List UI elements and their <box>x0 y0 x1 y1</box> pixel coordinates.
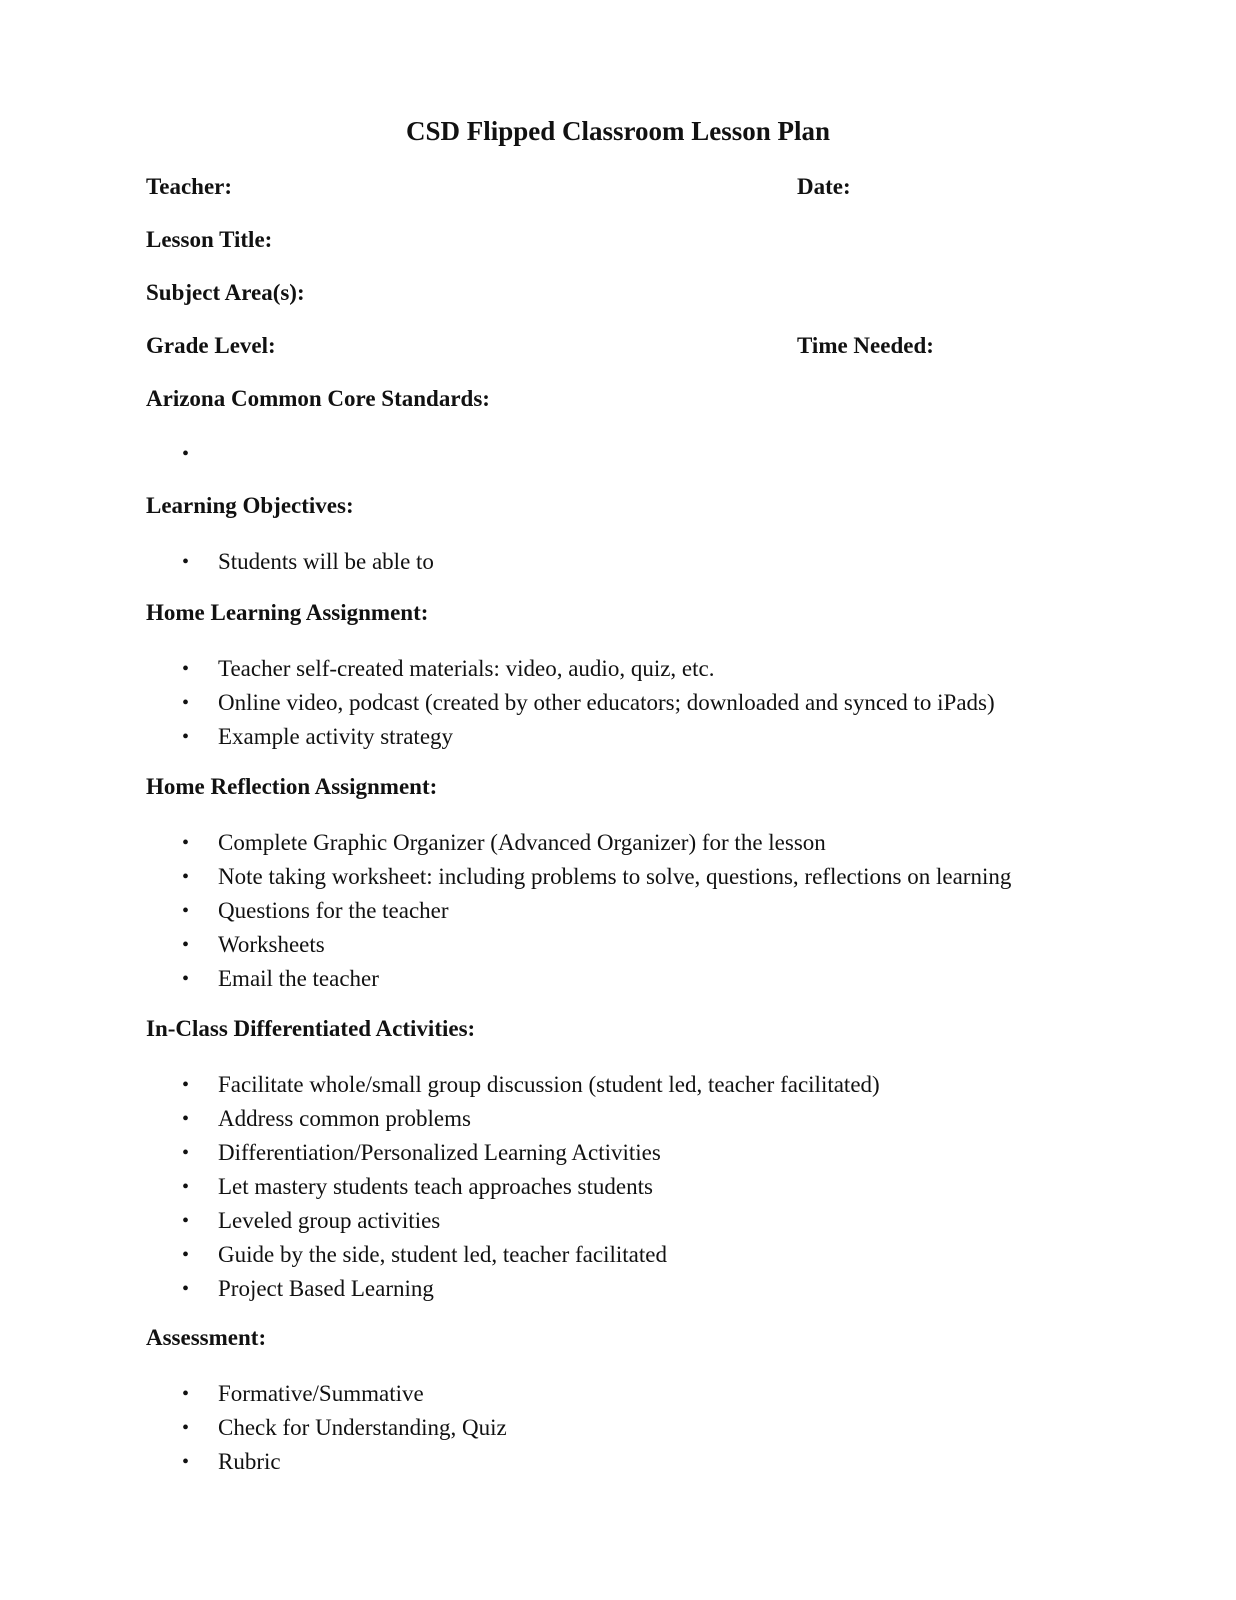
list-item-text: Formative/Summative <box>218 1381 424 1406</box>
list-item-text: Example activity strategy <box>218 724 454 749</box>
bullet-icon: • <box>182 832 190 854</box>
bullet-icon: • <box>182 1074 190 1096</box>
bullet-icon: • <box>182 900 190 922</box>
date-label: Date: <box>797 174 851 199</box>
bullet-icon: • <box>182 551 190 573</box>
bullet-icon: • <box>182 1176 190 1198</box>
list-item-text: Worksheets <box>218 932 325 957</box>
bullet-icon: • <box>182 1417 190 1439</box>
list-item-text: Guide by the side, student led, teacher facilitated <box>218 1242 667 1267</box>
list-item-text: Questions for the teacher <box>218 898 449 923</box>
list-item-text: Teacher self-created materials: video, audio, quiz, etc. <box>218 656 715 681</box>
list-item-text: Let mastery students teach approaches students <box>218 1174 653 1199</box>
teacher-label: Teacher: <box>146 174 233 199</box>
list-item-text: Email the teacher <box>218 966 379 991</box>
standards-heading: Arizona Common Core Standards: <box>146 386 490 411</box>
list-item-text: Project Based Learning <box>218 1276 434 1301</box>
time-needed-label: Time Needed: <box>797 333 934 358</box>
bullet-icon: • <box>182 726 190 748</box>
bullet-icon: • <box>182 968 190 990</box>
home-reflection-heading: Home Reflection Assignment: <box>146 774 438 799</box>
bullet-icon: • <box>182 1244 190 1266</box>
list-item-text: Students will be able to <box>218 549 434 574</box>
bullet-icon: • <box>182 1142 190 1164</box>
list-item-text: Check for Understanding, Quiz <box>218 1415 507 1440</box>
objectives-heading: Learning Objectives: <box>146 493 354 518</box>
list-item-text: Facilitate whole/small group discussion (student led, teacher facilitated) <box>218 1072 880 1097</box>
bullet-icon: • <box>182 1383 190 1405</box>
list-item-text: Note taking worksheet: including problems to solve, questions, reflections on learning <box>218 864 1012 889</box>
bullet-icon: • <box>182 1278 190 1300</box>
bullet-icon: • <box>182 692 190 714</box>
subject-areas-label: Subject Area(s): <box>146 280 305 305</box>
list-item-text: Online video, podcast (created by other educators; downloaded and synced to iPads) <box>218 690 995 715</box>
bullet-icon: • <box>182 658 190 680</box>
grade-level-label: Grade Level: <box>146 333 276 358</box>
bullet-icon: • <box>182 1108 190 1130</box>
home-learning-heading: Home Learning Assignment: <box>146 600 429 625</box>
list-item-text: Differentiation/Personalized Learning Activities <box>218 1140 661 1165</box>
bullet-icon: • <box>182 1210 190 1232</box>
bullet-icon: • <box>182 934 190 956</box>
lesson-title-label: Lesson Title: <box>146 227 273 252</box>
bullet-icon: • <box>182 1451 190 1473</box>
in-class-heading: In-Class Differentiated Activities: <box>146 1016 476 1041</box>
list-item-text: Rubric <box>218 1449 281 1474</box>
bullet-icon: • <box>182 443 190 465</box>
list-item-text: Address common problems <box>218 1106 471 1131</box>
list-item-text: Complete Graphic Organizer (Advanced Organizer) for the lesson <box>218 830 826 855</box>
list-item-text: Leveled group activities <box>218 1208 441 1233</box>
page-title: CSD Flipped Classroom Lesson Plan <box>405 116 831 146</box>
assessment-heading: Assessment: <box>146 1325 267 1350</box>
bullet-icon: • <box>182 866 190 888</box>
